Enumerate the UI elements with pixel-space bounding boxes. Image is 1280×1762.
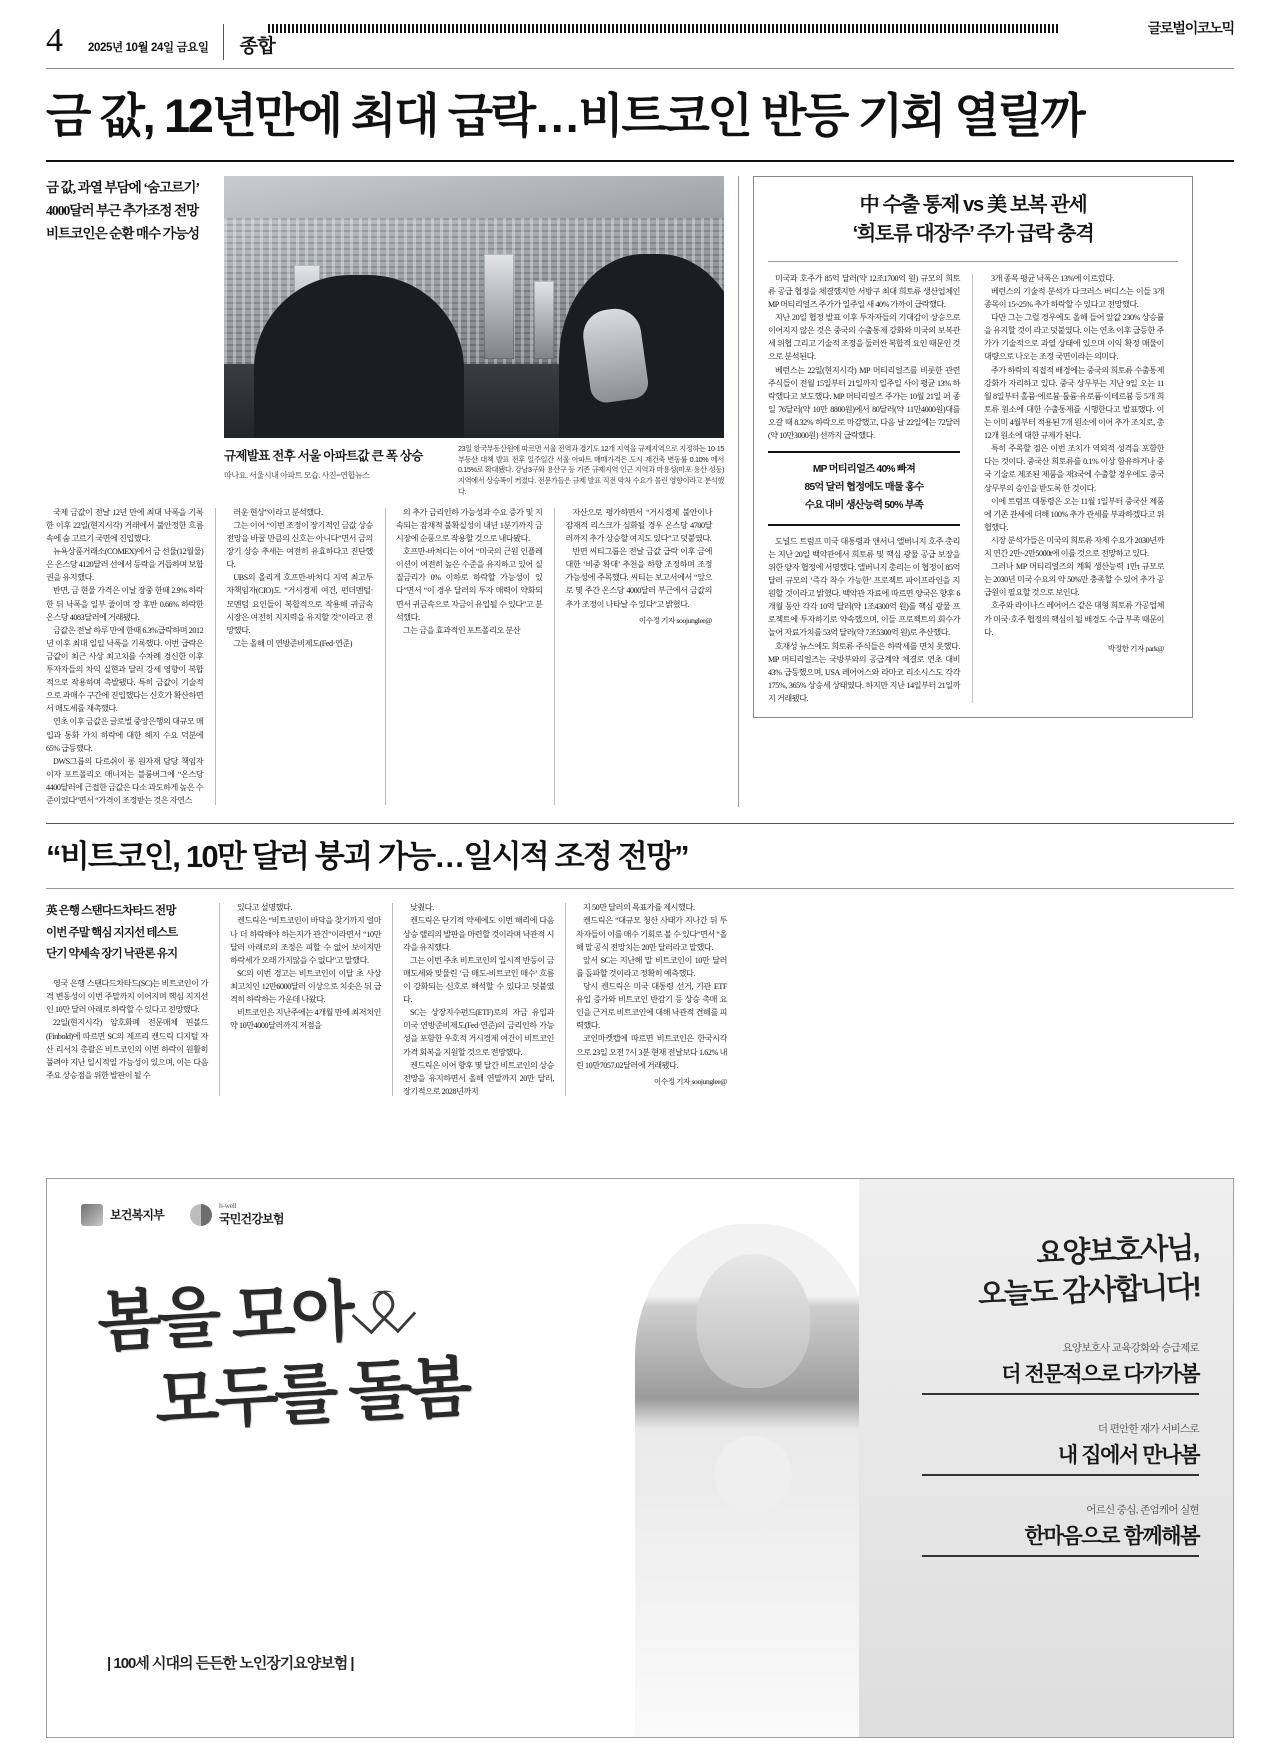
lead-col1-text — [46, 506, 203, 808]
second-story-columns — [46, 901, 1234, 1098]
second-column-2 — [219, 901, 392, 1098]
paragraph: SC는 상장지수펀드(ETF)로의 자금 유입과 미국 연방준비제도(Fed·연준)의 금리인하 가능성을 포함한 우호적 거시경제 여건이 비트코인 가격 회복을 지원할 것으로 전망했다. — [403, 1008, 554, 1057]
paragraph: 비트코인은 지난주에는 4개월 만에 최저치인 약 10만4000달러까지 저점을 — [230, 1008, 381, 1031]
box-story — [753, 176, 1193, 808]
paragraph: 반면 씨티그룹은 전날 금값 급락 이후 금에 대한 ‘비중 확대’ 추천을 하향 조정하며 조정 가능성에 주목했다. 씨티는 보고서에서 “앞으로 몇 주간 온스당 4000달러 부근에서 금값의 추가 조정이 나타날 수 있다”고 밝혔다. — [565, 547, 712, 609]
pullquote-line-2: 85억 달러 협정에도 매물 홍수 — [804, 482, 924, 494]
pullquote-line-3: 수요 대비 생산능력 50% 부족 — [804, 500, 924, 512]
paragraph: SC의 이번 경고는 비트코인이 이달 초 사상 최고치인 12만6000달러 이상으로 치솟은 뒤 급격히 하락하는 가운데 나왔다. — [230, 968, 381, 1005]
paragraph: 시장 분석가들은 미국의 희토류 자체 수요가 2030년까지 연간 2만~2만5000t에 이를 것으로 전망하고 있다. — [984, 535, 1164, 559]
paragraph: 뉴욕상품거래소(COMEX)에서 금 선물(12월물)은 온스당 4120달러 선에서 등락을 거듭하며 보합권을 유지했다. — [46, 547, 204, 583]
lead-col4-text — [565, 506, 712, 611]
second-kicker-line-1: 英 은행 스탠다드차타드 전망 — [46, 905, 176, 918]
second-kicker-line-3: 단기 약세속 장기 낙관론 유지 — [46, 947, 178, 960]
box-pullquote — [768, 451, 960, 525]
lead-kicker — [46, 176, 224, 498]
box-col1-text — [768, 272, 960, 442]
paragraph: 베런스는 22일(현지시각) MP 머티리얼즈를 비롯한 관련 주식들이 전월 15일부터 21일까지 일주일 사이 평균 13% 하락했다고 보도했다. MP 머티리얼즈 주가는 10월 21일 퍼 종일 76달러(약 10만 8800원)에서 80달러(약 11만4000원)대를 오갈 때 8.32% 하락으로 마감했고, 다음 날 22일에는 72달러(약 10만3000원) 선까지 급락했다. — [768, 365, 960, 441]
paragraph: 코인마켓캡에 따르면 비트코인은 한국시각으로 23일 오전 7시 3분 현재 전날보다 1.62% 내린 10만7057.02달러에 거래됐다. — [576, 1034, 727, 1070]
advertisement[interactable] — [46, 1178, 1234, 1738]
logo-mohw — [81, 1204, 164, 1226]
paragraph: 앞서 SC는 지난해 말 비트코인이 10만 달러를 돌파할 것이라고 정확히 예측했다. — [576, 955, 727, 978]
second-story-top-rule — [46, 823, 1234, 824]
lead-column-3 — [385, 506, 555, 808]
paragraph: 자산으로 평가하면서 “거시경제 불안이나 잠재적 리스크가 심화될 경우 온스당 4700달러까지 추가 상승할 여지도 있다”고 덧붙였다. — [565, 507, 712, 543]
ad-benefit-item — [877, 1502, 1199, 1557]
second-col3-text — [403, 901, 554, 1098]
paragraph: 그는 금을 효과적인 포트폴리오 분산 — [402, 625, 521, 635]
headline-rule — [46, 160, 1234, 162]
ad-benefit-small: 요양보호사 교육강화와 승급제로 — [1062, 1341, 1199, 1354]
second-kicker — [46, 901, 208, 965]
lead-col2-text — [226, 506, 373, 650]
ad-model-panel — [648, 1179, 859, 1737]
photo-person-silhouette — [254, 275, 464, 437]
paragraph: 특히 주목할 점은 이번 조치가 역외적 성격을 포함한다는 것이다. 중국산 희토류를 0.1% 이상 함유하거나 중국 기술로 제조된 제품을 재3국에 수출할 경우에도 중국 상무부의 승인을 받도록 한 것이다. — [984, 444, 1164, 493]
paragraph: 켄드릭은 단기적 약세에도 이번 해리에 다음 상승 랠리의 발판을 마련할 것이라며 낙관적 시각을 유지했다. — [403, 916, 554, 952]
model-heart-hands — [706, 1429, 800, 1542]
photo-credit: 따나요. 서울시내 아파트 모습. 사진=연합뉴스 — [224, 470, 370, 480]
masthead-rule — [46, 68, 1234, 69]
ad-benefit-big: 한마음으로 함께해봄 — [877, 1520, 1199, 1557]
ad-tagline: | 100세 시대의 든든한 노인장기요양보험 | — [107, 1655, 354, 1672]
lead-headline: 금 값, 12년만에 최대 급락…비트코인 반등 기회 열릴까 — [46, 89, 1084, 142]
paragraph: 미국과 호주가 85억 달러(약 12조1700억 원) 규모의 희토류 공급 협정을 체결했지만 서방구 최대 희토류 생산업체인 MP 머티리얼즈 주가가 일주일 새 40% 가까이 급락했다. — [768, 273, 960, 309]
second-col4-text — [576, 901, 727, 1071]
section-name: 종합 — [239, 36, 276, 57]
box-article — [753, 176, 1193, 718]
model-face — [697, 1254, 810, 1387]
lead-story — [46, 176, 738, 808]
ad-model-figure — [635, 1224, 871, 1737]
ad-benefit-item — [877, 1340, 1199, 1395]
photo-caption-note: 23일 한국부동산원에 따르면 서울 전역과 경기도 12개 지역을 규제지역으로 지정하는 10·15 부동산 대책 발표 전후 일주일간 서울 아파트 매매가격은 도시 재건축 변동률 0.10% 에서 0.15%로 확대됐다. 강남3구와 용산구 등 기존 규제지역 인근 지역과 마용성(마포·용산·성동) 지역에서 상승폭이 커졌다. 전문가들은 규제 발표 직전 막차 수요가 몰린 영향이라고 분석했다. — [458, 443, 724, 496]
paragraph: 연초 이후 금값은 글로벌 중앙은행의 대규모 매입과 통화 가치 하락에 대한 헤지 수요 덕분에 65% 급등했다. — [46, 717, 204, 753]
photo-building — [534, 281, 554, 360]
paragraph: 도널드 트럼프 미국 대통령과 앤서니 앨버니지 호주 총리는 지난 20일 백악관에서 희토류 및 핵심 광물 공급 보장을 위한 양자 협정에 서명했다. 앨버니지 총리는 이 협정이 85억 달러 규모의 ‘즉각 착수 가능한’ 프로젝트 파이프라인을 지원할 것이라고 밝혔다. 백악관 자료에 따르면 양국은 향후 6개월 동안 각각 10억 달러(약 1조4300억 원)를 핵심 광물 프로젝트에 투자하기로 약속했으며, 이들 프로젝트의 회수가 늘어 자료가치를 53억 달러(약 7조5300억 원)로 추산했다. — [768, 536, 960, 638]
ad-benefit-big: 내 집에서 만나봄 — [877, 1439, 1199, 1476]
lead-column-2 — [215, 506, 385, 808]
box-column-1 — [768, 272, 960, 705]
column-separator — [738, 176, 739, 808]
paragraph: 베런스의 기술적 분석가 다크러스 버디스는 이들 3개 종목이 15~25% 추가 하락할 수 있다고 전망했다. — [984, 286, 1164, 309]
lead-story-columns — [46, 506, 724, 808]
paragraph: UBS의 올리게 호프만-바처디 지역 최고투자책임자(CIO)도 “거시경제 여건, 펀더멘털·모멘텀 요인들이 복합적으로 작용해 귀금속 시장은 여전히 지지력을 유지할 것”이라고 전망했다. — [226, 573, 373, 635]
ad-right-panel — [859, 1179, 1233, 1737]
ad-right-title-line-2: 오늘도 감사합니다! — [977, 1271, 1201, 1312]
logo-nhis-block — [219, 1201, 284, 1228]
masthead — [46, 0, 1234, 60]
ad-hero-line-1: 봄을 모아 — [95, 1273, 353, 1359]
paragraph: 러운 현상”이라고 분석했다. — [233, 507, 323, 517]
paragraph: 호주와 라이나스 레어어스 같은 대형 희토류 가공업체가 미국·호주 협정의 핵심이 될 배경도 수급 부족 때문이다. — [984, 601, 1164, 637]
page-number: 4 — [46, 22, 63, 59]
paragraph: 이에 트럼프 대통령은 오는 11월 1일부터 중국산 제품에 기존 관세에 더해 100% 추가 관세를 부과하겠다고 위협했다. — [984, 496, 1164, 532]
box-columns — [768, 272, 1178, 705]
ad-right-title-line-1: 요양보호사님, — [1035, 1232, 1199, 1271]
box-headline-line2: ‘희토류 대장주’ 주가 급락 충격 — [852, 222, 1094, 245]
decorative-dot-rule — [268, 24, 1058, 33]
ad-benefit-small: 더 편안한 재가 서비스로 — [1097, 1422, 1199, 1435]
lead-photo — [224, 176, 724, 438]
paragraph: DWS그룹의 다르쉬이 롱 원자재 담당 책임자이자 포트폴리오 매니저는 블룸버그에 “온스당 4400달러에 근접한 금값은 다소 과도하게 높은 수준이었다”면서 “가격이 조정받는 것은 자연스 — [46, 756, 204, 806]
box-headline-line1: 中 수출 통제 vs 美 보복 관세 — [859, 193, 1087, 216]
box-rule — [768, 261, 1178, 262]
paragraph: 호재성 뉴스에도 희토류 주식들은 하락세를 면치 못했다. MP 머티리얼즈는 국방부와의 공급계약 체결로 연초 대비 43% 급등했으며, USA 레어어스와 라마코 리소시스도 각각 175%, 365% 상승세 상태였다. 하지만 지난 14일부터 21일까지 거래됐다. — [768, 641, 960, 703]
ad-hero-copy — [96, 1258, 651, 1443]
photo-building — [484, 254, 514, 359]
kicker-line-1: 금 값, 과열 부담에 ‘숨고르기’ — [46, 179, 200, 195]
second-headline-rule — [46, 888, 1234, 889]
government-emblem-icon — [81, 1204, 103, 1226]
box-column-2 — [972, 272, 1164, 705]
paragraph: 켄드릭은 “대규모 청산 사태가 지나간 뒤 투자자들이 이를 매수 기회로 볼 수 있다”면서 “올해 말 공식 전망치는 20만 달러라고 말했다. — [576, 916, 727, 952]
paragraph: 켄드릭은 이어 향후 몇 달간 비트코인의 상승 전망을 유지하면서 올해 연말까지 20만 달러, 장기적으로 2028년까지 — [403, 1060, 554, 1096]
paragraph: 반면, 금 현물 가격은 이날 장중 한때 2.9% 하락한 뒤 낙폭을 일부 줄이며 장 후반 0.66% 하락한 온스당 4083달러에 거래됐다. — [46, 586, 204, 622]
kicker-line-3: 비트코인은 순환 매수 가능성 — [46, 226, 200, 242]
ad-hero-line-2: 모두를 돌봄 — [153, 1349, 470, 1438]
paragraph: 주가 하락의 직접적 배경에는 중국의 희토류 수출통제 강화가 자리하고 있다. 중국 상무부는 지난 9일 오는 11월 8일부터 홀뮴·에르븀·툴륨·유로퓸·이테르븀 등 5개 희토류 원소에 대한 수출통제를 시행한다고 발표했다. 이는 이미 4월부터 적용된 7개 원소에 이어 추가 조치로, 총 12개 원소에 대한 규제가 된다. — [984, 365, 1164, 441]
second-column-4 — [565, 901, 738, 1098]
paragraph: 지 50만 달러의 목표가를 제시했다. — [583, 903, 695, 913]
box-col2-text — [984, 272, 1164, 639]
ad-benefit-big: 더 전문적으로 다가가봄 — [877, 1358, 1199, 1395]
second-headline: “비트코인, 10만 달러 붕괴 가능…일시적 조정 전망” — [46, 839, 688, 875]
box-byline: 박정한 기자 park@ — [1107, 643, 1164, 653]
paragraph: 의 추가 금리인하 가능성과 수요 증가 및 지속되는 잠재적 불확실성이 내년 1분기까지 금 시장에 순풍으로 작용할 것으로 내다봤다. — [395, 507, 543, 543]
paragraph: 그는 이번 주초 비트코인의 일시적 반등이 금 매도세와 맞물린 ‘금 매도-비트코인 매수’ 흐름이 강화되는 신호로 해석할 수 있다고 덧붙였다. — [403, 955, 554, 1005]
paragraph: 금값은 전날 하루 만에 한때 6.3%급락하며 2012년 이후 최대 일일 낙폭을 기록했다. 이번 급락은 금값이 최근 사상 최고치를 수차례 경신한 이후 투자자들의 차익 실현과 달러 강세 영향이 복합적으로 작용하며 촉발됐다. 특히 금값이 기술적으로 과매수 구간에 진입했다는 신호가 확산하면서 매도세를 재촉했다. — [46, 625, 204, 714]
ad-benefit-small: 어르신 중심, 존엄케어 실현 — [1086, 1503, 1199, 1516]
ad-benefit-item — [877, 1421, 1199, 1476]
ad-right-title — [875, 1229, 1200, 1319]
second-col1-text — [46, 977, 208, 1082]
paragraph: 3개 종목 평균 낙폭은 13%에 이르렀다. — [991, 273, 1115, 283]
paragraph: 국제 금값이 전날 12년 만에 최대 낙폭을 기록한 이후 22일(현지시각) 거래에서 불안정한 흐름 속에 숨 고르기 국면에 진입했다. — [46, 507, 204, 543]
kicker-photo-row — [46, 176, 724, 498]
paragraph: 22일(현지시각) 암호화폐 전문매체 핀볼드(Finbold)에 따르면 SC의 제프리 켄드릭 디지털 자산 리서치 총괄은 비트코인의 이번 하락이 원활히 풀려야 지난 일시적일 가능성이 있으며, 이는 다음 주요 상승점을 위한 발판이 될 수 — [46, 1018, 208, 1080]
ad-logos — [81, 1201, 648, 1228]
nhis-emblem-icon — [190, 1204, 212, 1226]
second-col2-text — [230, 901, 381, 1032]
second-column-1 — [46, 901, 219, 1098]
paragraph: 있다고 설명했다. — [237, 903, 292, 913]
publication-brand: 글로벌이코노믹 — [1147, 20, 1234, 36]
ad-left-panel — [47, 1179, 648, 1737]
lead-byline: 이수정 기자 soojunglee@ — [638, 615, 712, 625]
caption-block — [224, 444, 452, 481]
heart-icon — [358, 1285, 406, 1329]
paragraph: 그는 이어 “이번 조정이 장기적인 금값 상승 전망을 바꿀 만큼의 신호는 아니다”면서 금의 장기 상승 추세는 여전히 유효하다고 진단했다. — [226, 520, 373, 570]
paragraph: 영국 은행 스탠다드차타드(SC)는 비트코인이 가격 변동성이 이번 주말까지 이어지며 핵심 지지선인 10만 달러 아래로 하락할 수 있다고 전망했다. — [46, 979, 208, 1015]
paragraph: 호프만-바처디는 이어 “미국의 근원 인플레이션이 여전히 높은 수준을 유지하고 있어 실질금리가 0% 이하로 하락할 가능성이 있다”면서 “이 경우 달러의 투자 매력이 약화되면서 귀금속으로 자금이 유입될 수 있다”고 분석했다. — [395, 547, 543, 622]
second-byline: 이수정 기자 soojunglee@ — [653, 1076, 727, 1086]
logo-nhis-sub: h-well — [218, 1201, 237, 1210]
lead-col3-text — [396, 506, 543, 637]
paragraph: 그는 올해 미 연방준비제도(Fed·연준) — [233, 638, 353, 648]
kicker-line-2: 4000달러 부근 추가조정 전망 — [46, 202, 199, 218]
pullquote-line-1: MP 머티리얼즈 40% 빠져 — [812, 464, 916, 476]
paragraph: 그러나 MP 머티리얼즈의 계획 생산능력 1만t 규모로는 2030년 미국 수요의 약 50%만 충족할 수 있어 추가 공급원이 필요할 것으로 보인다. — [984, 562, 1164, 598]
paragraph: 켄드릭은 “비트코인이 바닥을 찾기까지 얼마나 더 하락해야 하는지가 관건”이라면서 “10만 달러 아래로의 조정은 피할 수 없어 보이지만 하락세가 오래 가지않을 수 없다”고 말했다. — [230, 916, 381, 965]
box-col1-text-cont — [768, 535, 960, 705]
logo-nhis-label: 국민건강보험 — [218, 1212, 284, 1226]
photo-caption-row — [224, 444, 724, 498]
top-block — [46, 176, 1234, 808]
photo-caption-title: 규제발표 전후 서울 아파트값 큰 폭 상승 — [224, 448, 423, 463]
box-headline — [768, 191, 1178, 249]
lead-column-4 — [554, 506, 724, 808]
lead-column-1 — [46, 506, 215, 808]
lead-photo-column — [224, 176, 724, 498]
second-kicker-line-2: 이번 주말 핵심 지지선 테스트 — [46, 926, 178, 939]
issue-date: 2025년 10월 24일 금요일 — [88, 42, 209, 54]
second-column-3 — [392, 901, 565, 1098]
paragraph: 다만 그는 그럴 경우에도 올해 들어 앞값 230% 상승률을 유지할 것이 라고 덧붙였다. 이는 연초 이후 급등한 주가가 기술적으로 과열 상태에 있으며 이익 확정 매물이 대량으로 나오는 조정 국면이라는 의미다. — [984, 313, 1164, 362]
paragraph: 지난 20일 협정 발표 이후 투자자들의 기대감이 상승으로 이어지지 않은 것은 중국의 수출통제 강화와 미국의 보복관세 위협 그리고 기술적 조정을 둘러싼 복합적 요인 때문인 것으로 분석된다. — [768, 313, 960, 362]
paragraph: 당시 켄드릭은 미국 대통령 선거, 기관 ETF 유입 증가와 비트코인 반감기 등 상승 촉매 요인을 근거로 비트코인에 대해 낙관적 견해를 피력했다. — [576, 982, 727, 1031]
logo-mohw-label: 보건복지부 — [110, 1208, 164, 1222]
logo-nhis — [190, 1201, 284, 1228]
paragraph: 낮췄다. — [410, 903, 434, 913]
